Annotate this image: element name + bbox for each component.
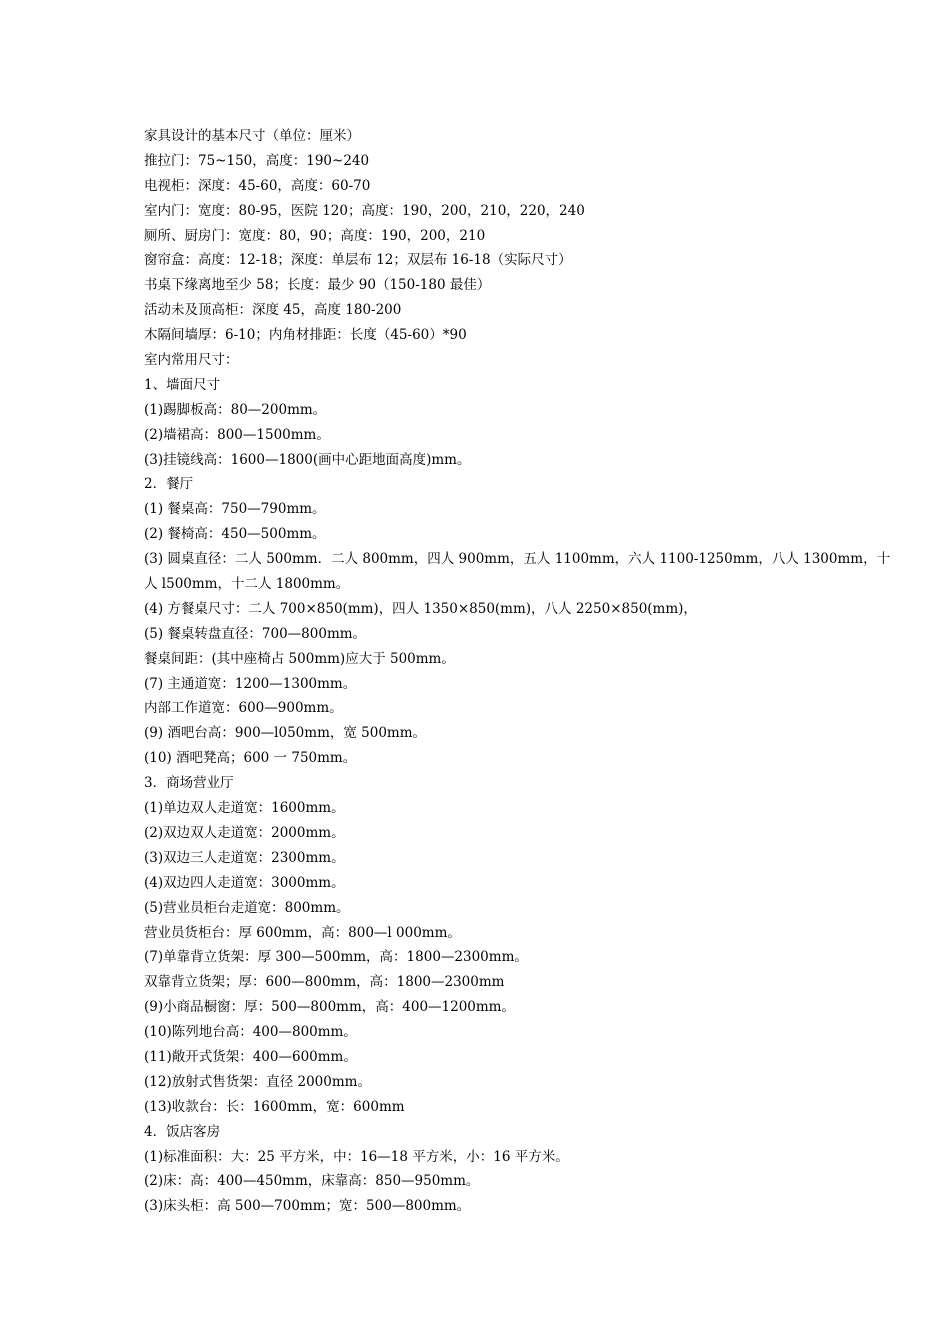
list-item: (3)挂镜线高：1600—1800(画中心距地面高度)mm。	[144, 451, 471, 468]
list-item: (4) 方餐桌尺寸：二人 700×850(mm)，四人 1350×850(mm)，八人 2250×850(mm)，	[144, 600, 697, 617]
section-heading: 室内常用尺寸：	[144, 352, 239, 369]
list-item: (5)营业员柜台走道宽：800mm。	[144, 899, 350, 916]
list-item: 餐桌间距：(其中座椅占 500mm)应大于 500mm。	[144, 650, 455, 667]
list-item: 双靠背立货架；厚：600—800mm，高：1800—2300mm	[144, 974, 505, 991]
text-line: 电视柜：深度：45-60，高度：60-70	[144, 177, 371, 194]
list-item: (1)标准面积：大：25 平方米，中：16—18 平方米，小：16 平方米。	[144, 1148, 569, 1165]
list-item: (13)收款台：长：1600mm，宽：600mm	[144, 1098, 405, 1115]
list-item: 营业员货柜台：厚 600mm，高：800—l 000mm。	[144, 924, 461, 941]
text-line: 书桌下缘离地至少 58；长度：最少 90（150-180 最佳）	[144, 277, 491, 294]
text-line: 厕所、厨房门：宽度：80，90；高度：190，200，210	[144, 227, 486, 244]
list-item: (2)双边双人走道宽：2000mm。	[144, 824, 345, 841]
text-line: 窗帘盒：高度：12-18；深度：单层布 12；双层布 16-18（实际尺寸）	[144, 252, 572, 269]
list-item: (3) 圆桌直径：二人 500mm．二人 800mm，四人 900mm，五人 1100mm，六人 1100-1250mm，八人 1300mm，十	[144, 551, 891, 568]
list-item: (11)敞开式货架：400—600mm。	[144, 1048, 357, 1065]
list-item: (7) 主通道宽：1200—1300mm。	[144, 675, 357, 692]
section-heading: 3．商场营业厅	[144, 775, 234, 792]
list-item: (7)单靠背立货架：厚 300—500mm，高：1800—2300mm。	[144, 949, 528, 966]
text-line: 推拉门：75~150，高度：190~240	[144, 152, 370, 169]
list-item: (1) 餐桌高：750—790mm。	[144, 501, 326, 518]
list-item: (2) 餐椅高：450—500mm。	[144, 526, 326, 543]
list-item: (10)陈列地台高：400—800mm。	[144, 1024, 357, 1041]
list-item: (5) 餐桌转盘直径：700—800mm。	[144, 625, 367, 642]
text-line: 室内门：宽度：80-95，医院 120；高度：190，200，210，220，240	[144, 202, 585, 219]
document-body	[144, 124, 891, 1219]
section-heading: 2．餐厅	[144, 476, 194, 493]
text-line: 活动未及顶高柜：深度 45，高度 180-200	[144, 302, 402, 319]
list-item: (2)墙裙高：800—1500mm。	[144, 426, 330, 443]
list-item: (3)双边三人走道宽：2300mm。	[144, 849, 345, 866]
list-item: (1)踢脚板高：80—200mm。	[144, 401, 327, 418]
list-item: (3)床头柜：高 500—700mm；宽：500—800mm。	[144, 1198, 471, 1215]
list-item: (9) 酒吧台高：900—l050mm，宽 500mm。	[144, 725, 427, 742]
document-title: 家具设计的基本尺寸（单位：厘米）	[144, 128, 360, 144]
list-item: (9)小商品橱窗：厚：500—800mm，高：400—1200mm。	[144, 999, 515, 1016]
list-item: 人 l500mm，十二人 1800mm。	[144, 576, 350, 593]
section-heading: 4．饭店客房	[144, 1123, 221, 1140]
list-item: 内部工作道宽：600—900mm。	[144, 700, 343, 717]
list-item: (12)放射式售货架：直径 2000mm。	[144, 1073, 371, 1090]
list-item: (1)单边双人走道宽：1600mm。	[144, 800, 345, 817]
section-heading: 1、墙面尺寸	[144, 376, 221, 393]
text-line: 木隔间墙厚：6-10；内角材排距：长度（45-60）*90	[144, 327, 467, 344]
list-item: (4)双边四人走道宽：3000mm。	[144, 874, 345, 891]
list-item: (10) 酒吧凳高；600 一 750mm。	[144, 750, 357, 767]
list-item: (2)床：高：400—450mm，床靠高：850—950mm。	[144, 1173, 480, 1190]
